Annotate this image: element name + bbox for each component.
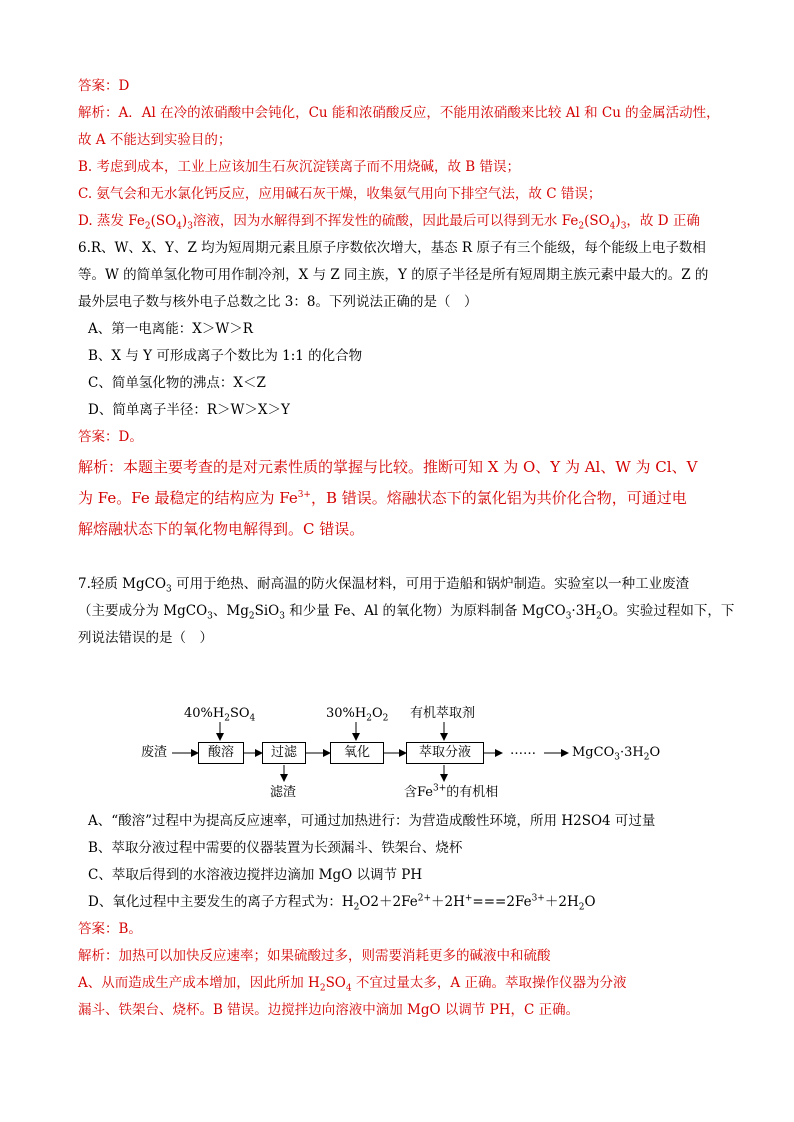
analysis-5-line4: C. 氨气会和无水氯化钙反应，应用碱石灰干燥，收集氨气用向下排空气法，故 C 错误；	[78, 186, 602, 202]
q7-option-a: A、“酸溶”过程中为提高反应速率，可通过加热进行：为营造成酸性环境，所用 H2SO4 可过量	[88, 813, 656, 829]
q6-answer: 答案：D。	[78, 429, 143, 445]
q6-analysis-line1: 解析：本题主要考查的是对元素性质的掌握与比较。推断可知 X 为 O、Y 为 Al、W 为 Cl、V	[78, 458, 698, 476]
flow-box-oxidize: 氧化	[330, 742, 384, 764]
flow-output-organic: 含$Fe^{3+}$的有机相	[404, 783, 499, 800]
q7-analysis-line2: A、从而造成生产成本增加，因此所加 $H_2SO_4$ 不宜过量太多，A 正确。萃取操作仪器为分液	[78, 975, 627, 994]
q7-analysis-line3: 漏斗、铁架台、烧杯。B 错误。边搅拌边向溶液中滴加 MgO 以调节 PH，C 正确。	[78, 1002, 580, 1018]
q6-stem-line3: 最外层电子数与核外电子总数之比 3：8。下列说法正确的是（ ）	[78, 294, 478, 310]
analysis-5-line2: 故 A 不能达到实验目的；	[78, 132, 232, 148]
flow-input-peroxide: $30\%H_2O_2$	[326, 706, 389, 724]
q6-option-a: A、第一电离能：X＞W＞R	[88, 321, 253, 337]
flow-product-label: $MgCO_3\cdot 3H_2O$	[572, 745, 661, 763]
q7-option-c: C、萃取后得到的水溶液边搅拌边滴加 MgO 以调节 PH	[88, 867, 423, 883]
q6-analysis-line3: 解熔融状态下的氧化物电解得到。C 错误。	[78, 520, 365, 538]
q7-option-b: B、萃取分液过程中需要的仪器装置为长颈漏斗、铁架台、烧杯	[88, 840, 463, 856]
q7-analysis-line1: 解析：加热可以加快反应速率；如果硫酸过多，则需要消耗更多的碱液中和硫酸	[78, 948, 551, 964]
flow-input-acid: $40\%H_2SO_4$	[184, 706, 256, 724]
answer-5: 答案：D	[78, 78, 130, 94]
q6-option-d: D、简单离子半径：R＞W＞X＞Y	[88, 402, 290, 418]
q6-analysis-line2: 为 Fe。Fe 最稳定的结构应为 $Fe^{3+}$，B 错误。熔融状态下的氯化铝为共价化合物，可通过电	[78, 489, 687, 507]
flow-output-residue: 滤渣	[270, 785, 297, 800]
flow-box-filter: 过滤	[262, 742, 306, 764]
q7-stem-line3: 列说法错误的是（ ）	[78, 630, 213, 646]
q7-stem-line1: 7.轻质 MgCO$_3$ 可用于绝热、耐高温的防火保温材料，可用于造船和锅炉制造。实验室以一种工业废渣	[78, 576, 690, 595]
flow-box-extraction: 萃取分液	[406, 742, 484, 764]
q6-stem-line1: 6.R、W、X、Y、Z 均为短周期元素且原子序数依次增大，基态 R 原子有三个能级，每个能级上电子数相	[78, 240, 706, 256]
flow-input-extractant: 有机萃取剂	[410, 706, 476, 721]
q7-option-d: D、氧化过程中主要发生的离子方程式为：$H_2O2+2Fe^{2+}+2H^+===2Fe^{3+}+2H_2O$	[88, 893, 596, 913]
q6-option-c: C、简单氢化物的沸点：X＜Z	[88, 375, 266, 391]
analysis-5-line3: B. 考虑到成本，工业上应该加生石灰沉淀镁离子而不用烧碱，故 B 错误；	[78, 159, 521, 175]
flow-box-acid-dissolve: 酸溶	[198, 742, 244, 764]
analysis-5-line1: 解析：A．Al 在冷的浓硝酸中会钝化，Cu 能和浓硝酸反应，不能用浓硝酸来比较 Al 和 Cu 的金属活动性，	[78, 105, 720, 121]
q7-stem-line2: （主要成分为 MgCO$_3$、$Mg_2SiO_3$ 和少量 Fe、Al 的氧化物）为原料制备 $MgCO_3\cdot 3H_2O$。实验过程如下，下	[78, 603, 735, 622]
q6-stem-line2: 等。W 的简单氢化物可用作制冷剂，X 与 Z 同主族，Y 的原子半径是所有短周期主族元素中最大的。Z 的	[78, 267, 709, 283]
q6-option-b: B、X 与 Y 可形成离子个数比为 1:1 的化合物	[88, 348, 363, 364]
analysis-5-line5: D. 蒸发 $Fe_2(SO_4)_3$溶液，因为水解得到不挥发性的硫酸，因此最后可以得到无水 $Fe_2(SO_4)_3$，故 D 正确	[78, 213, 700, 232]
flow-dots: ……	[510, 743, 536, 758]
flow-start-label: 废渣	[141, 745, 168, 760]
q7-answer: 答案：B。	[78, 921, 142, 937]
